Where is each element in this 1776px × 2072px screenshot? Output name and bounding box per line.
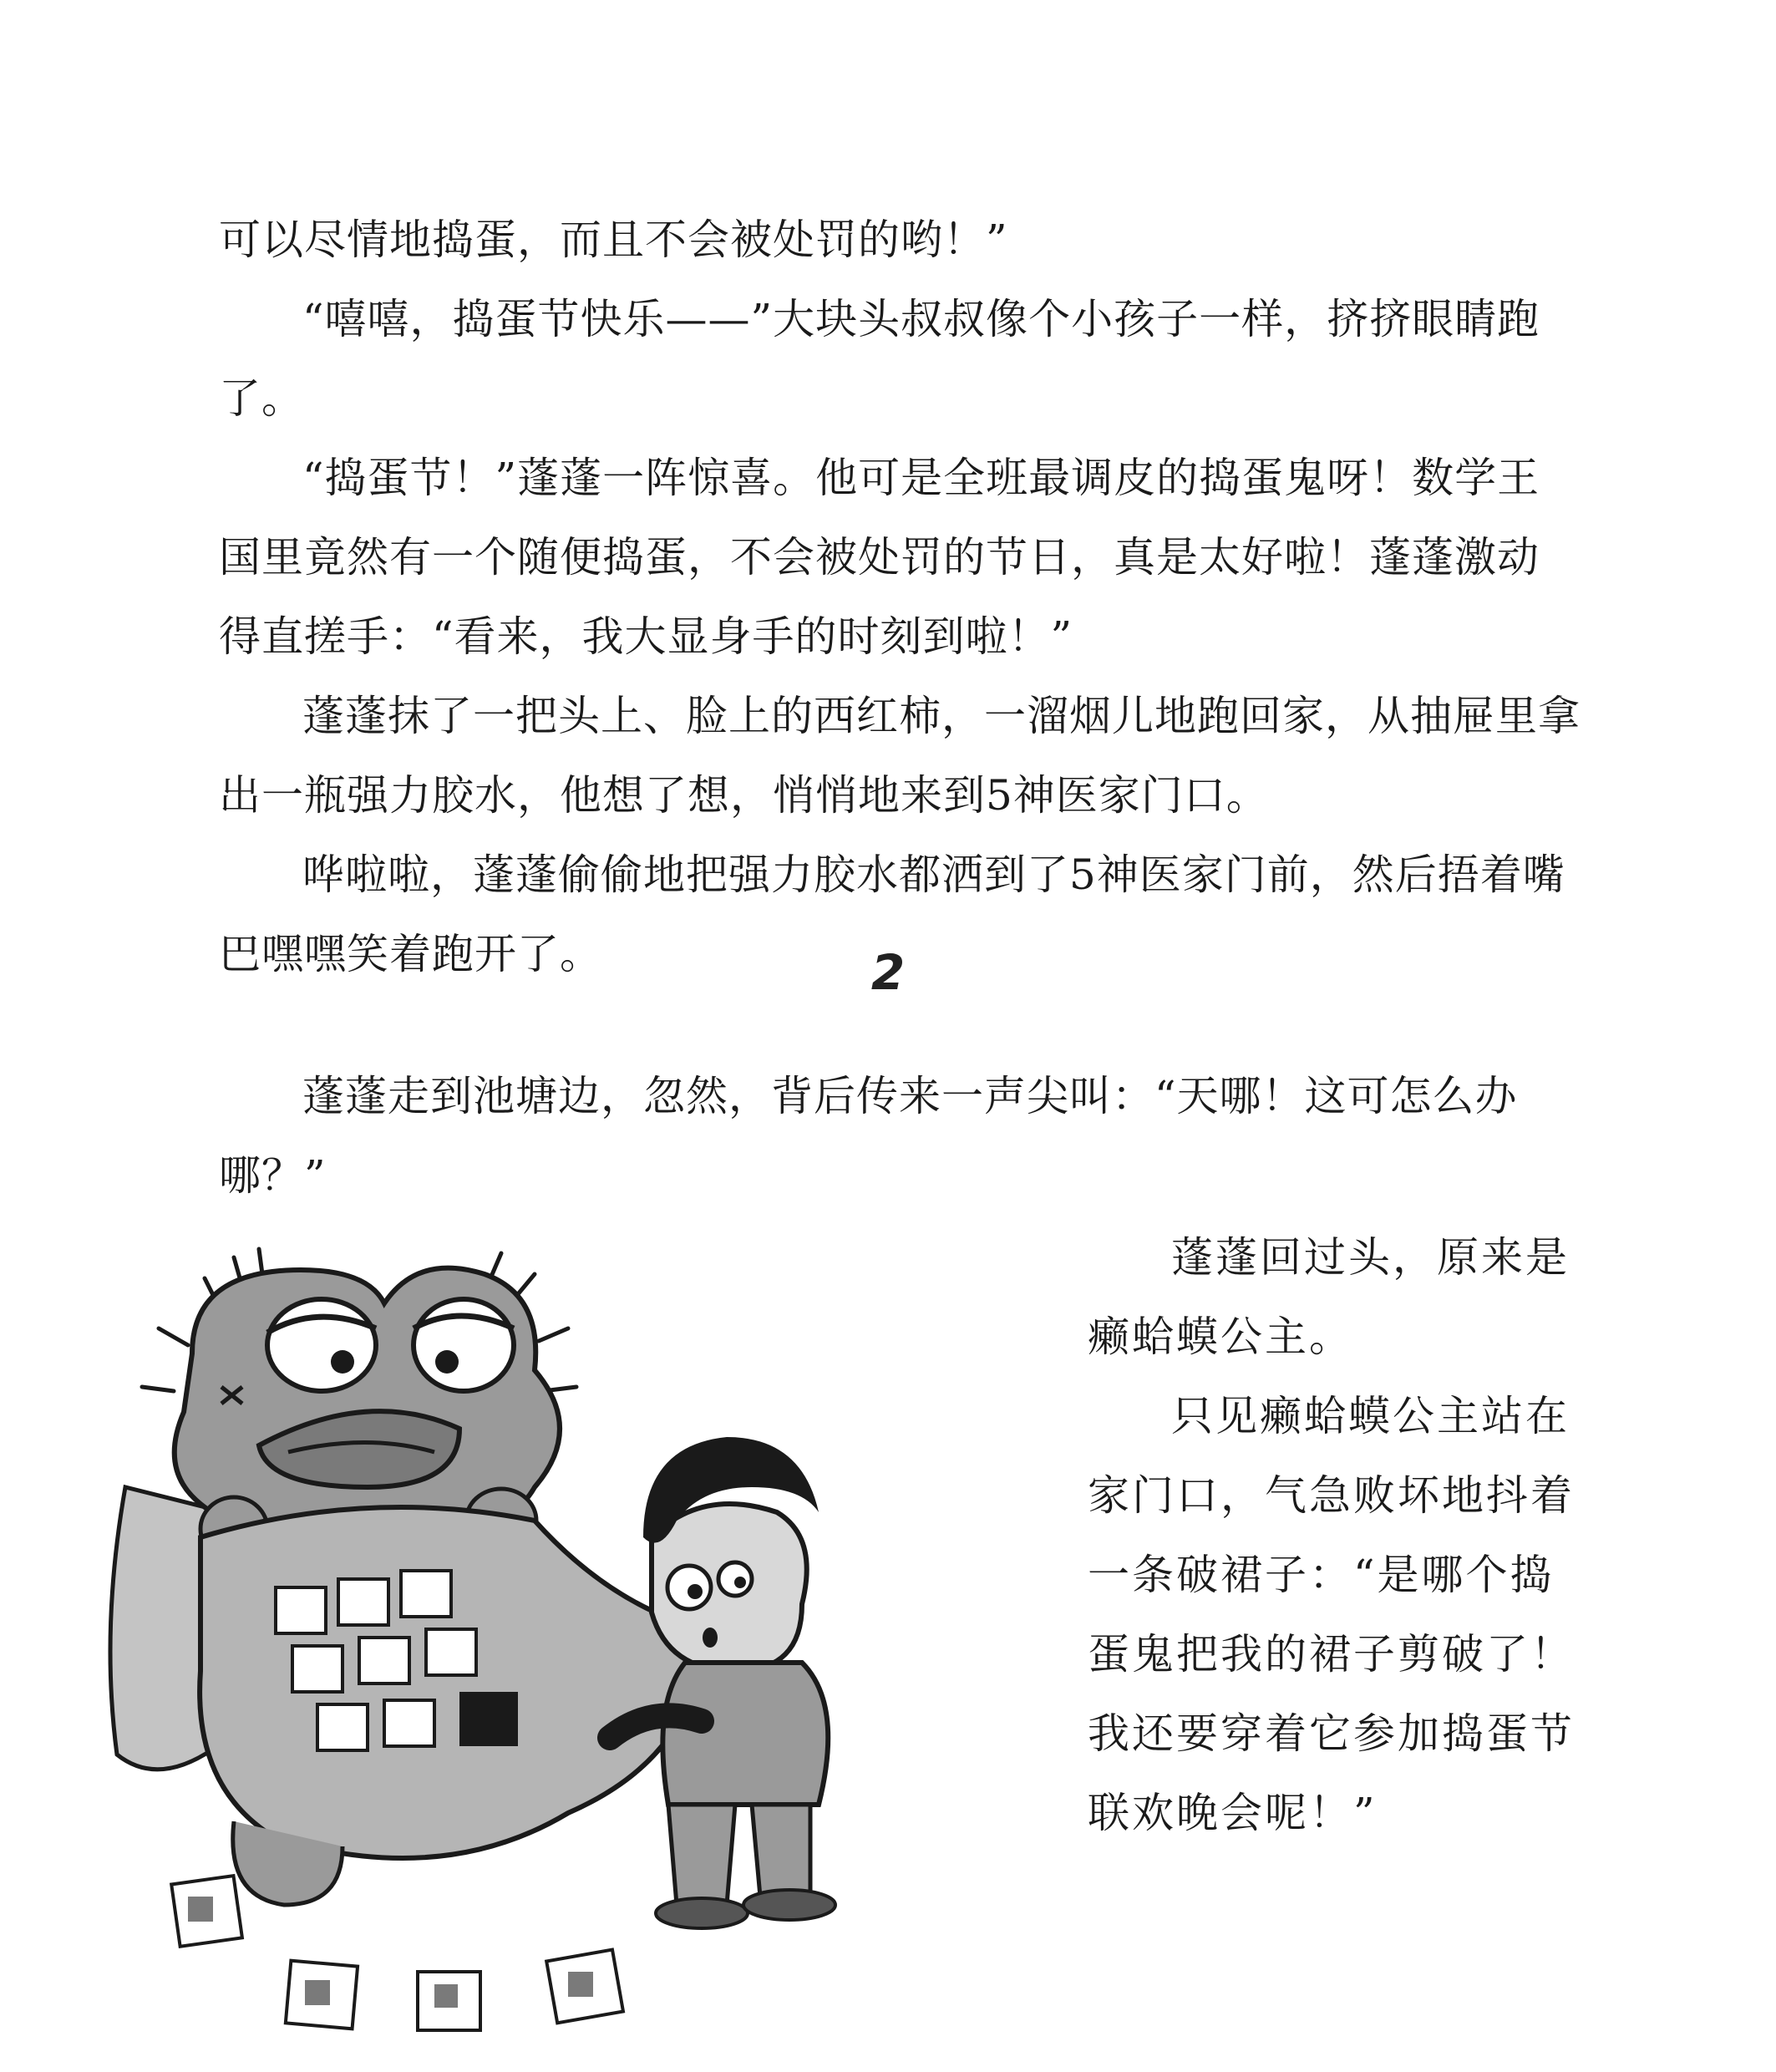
paragraph: 只见癞蛤蟆公主站在家门口，气急败坏地抖着一条破裙子：“是哪个捣蛋鬼把我的裙子剪破了！我还要穿着它参加捣蛋节联欢晚会呢！” bbox=[1088, 1392, 1575, 1837]
chapter-number: 2 bbox=[870, 944, 906, 1001]
paragraph: 蓬蓬回过头，原来是癞蛤蟆公主。 bbox=[1088, 1233, 1570, 1361]
paragraph: “嘻嘻，捣蛋节快乐——”大块头叔叔像个小孩子一样，挤挤眼睛跑了。 bbox=[219, 295, 1540, 423]
toad-princess-and-boy-illustration bbox=[67, 1237, 1053, 2055]
paragraph: 哗啦啦，蓬蓬偷偷地把强力胶水都洒到了5神医家门前，然后捂着嘴巴嘿嘿笑着跑开了。 bbox=[219, 851, 1565, 978]
paragraph: “捣蛋节！”蓬蓬一阵惊喜。他可是全班最调皮的捣蛋鬼呀！数学王国里竟然有一个随便捣蛋，不会被处罚的节日，真是太好啦！蓬蓬激动得直搓手：“看来，我大显身手的时刻到啦！” bbox=[219, 454, 1540, 661]
paragraph: 蓬蓬抹了一把头上、脸上的西红柿，一溜烟儿地跑回家，从抽屉里拿出一瓶强力胶水，他想了想，悄悄地来到5神医家门口。 bbox=[219, 692, 1581, 820]
side-text-column bbox=[1088, 1218, 1581, 1853]
paragraph: 可以尽情地捣蛋，而且不会被处罚的哟！” bbox=[219, 216, 1008, 264]
top-text-block bbox=[219, 201, 1581, 994]
paragraph: 蓬蓬走到池塘边，忽然，背后传来一声尖叫：“天哪！这可怎么办哪？” bbox=[219, 1072, 1518, 1200]
middle-text-block bbox=[219, 1057, 1581, 1216]
